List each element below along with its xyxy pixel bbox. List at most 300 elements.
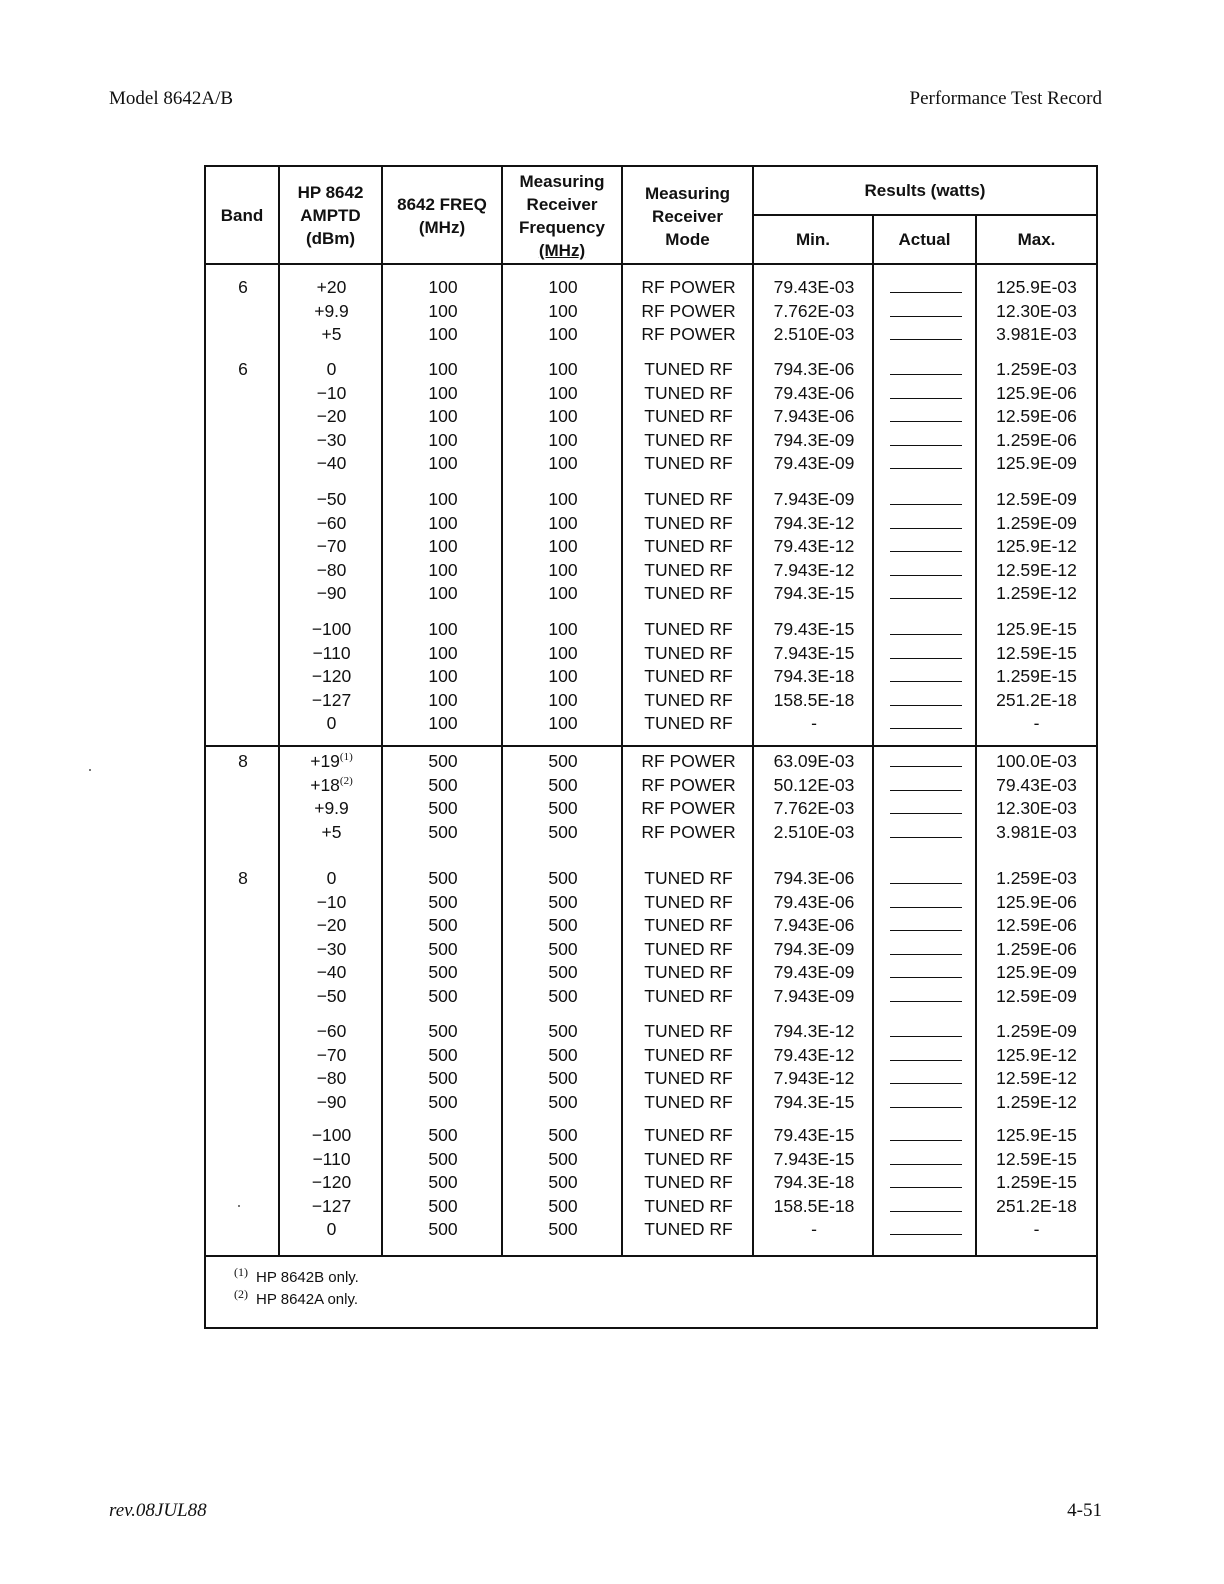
min-cell-text: 79.43E-06 [773, 382, 855, 403]
actual-entry-blank[interactable] [890, 1045, 962, 1061]
min-cell [754, 451, 874, 475]
band-cell-text: 6 [238, 359, 248, 379]
min-cell [754, 984, 874, 1008]
max-cell [977, 1147, 1096, 1171]
actual-cell[interactable] [874, 381, 977, 405]
freq-cell-text: 100 [428, 300, 458, 321]
max-cell-text: 1.259E-06 [996, 938, 1077, 959]
header-model: Model 8642A/B [109, 88, 234, 109]
receiver-frequency-cell-text: 500 [548, 1219, 578, 1240]
receiver-frequency-cell [503, 984, 623, 1008]
receiver-mode-cell [623, 1194, 754, 1218]
freq-cell-text: 500 [428, 986, 458, 1006]
max-cell-text: 1.259E-15 [996, 666, 1077, 687]
amptd-cell-text: −80 [316, 1068, 347, 1089]
receiver-frequency-cell [503, 451, 623, 475]
actual-entry-blank[interactable] [890, 406, 962, 422]
min-cell [754, 275, 874, 299]
max-cell-text: 1.259E-09 [996, 1021, 1077, 1041]
actual-cell[interactable] [874, 451, 977, 475]
min-cell-text: 79.43E-09 [773, 962, 855, 983]
scan-speck [238, 1205, 240, 1207]
footnote-marker: (2) [339, 774, 353, 787]
freq-cell-text: 100 [428, 429, 458, 450]
receiver-mode-cell [623, 913, 754, 937]
band-cell [206, 357, 280, 381]
actual-entry-blank[interactable] [890, 775, 962, 791]
max-cell [977, 404, 1096, 428]
freq-cell [383, 275, 503, 299]
amptd-cell [280, 1090, 383, 1114]
max-cell [977, 357, 1096, 381]
actual-cell[interactable] [874, 1123, 977, 1147]
receiver-mode-cell-text: TUNED RF [644, 406, 733, 427]
min-cell-text: - [811, 713, 817, 734]
actual-entry-blank[interactable] [890, 383, 962, 399]
table-row [206, 1217, 1096, 1241]
max-cell [977, 796, 1096, 820]
actual-entry-blank[interactable] [890, 892, 962, 908]
receiver-frequency-cell [503, 1217, 623, 1241]
receiver-mode-cell [623, 357, 754, 381]
receiver-mode-cell-text: RF POWER [641, 798, 736, 819]
actual-entry-blank[interactable] [890, 560, 962, 576]
min-cell [754, 773, 874, 797]
actual-cell[interactable] [874, 773, 977, 797]
freq-cell-text: 100 [428, 512, 458, 533]
max-cell [977, 1123, 1096, 1147]
amptd-cell [280, 1147, 383, 1171]
amptd-cell [280, 357, 383, 381]
receiver-frequency-cell [503, 299, 623, 323]
receiver-mode-cell-text: TUNED RF [644, 938, 733, 959]
actual-entry-blank[interactable] [890, 868, 962, 884]
receiver-frequency-cell-text: 100 [548, 559, 578, 580]
actual-entry-blank[interactable] [890, 619, 962, 635]
receiver-frequency-cell [503, 357, 623, 381]
freq-cell-text: 500 [428, 1148, 458, 1169]
receiver-mode-cell-text: TUNED RF [644, 891, 733, 912]
receiver-frequency-cell-text: 500 [548, 821, 578, 842]
receiver-mode-cell [623, 984, 754, 1008]
actual-entry-blank[interactable] [890, 1068, 962, 1084]
min-cell-text: 794.3E-18 [773, 1172, 855, 1193]
actual-cell[interactable] [874, 1066, 977, 1090]
receiver-mode-cell [623, 487, 754, 511]
actual-cell[interactable] [874, 711, 977, 735]
receiver-frequency-cell-text: 100 [548, 406, 578, 427]
actual-entry-blank[interactable] [890, 962, 962, 978]
actual-entry-blank[interactable] [890, 1092, 962, 1108]
max-cell-text: 125.9E-03 [996, 277, 1077, 297]
receiver-frequency-cell [503, 275, 623, 299]
receiver-frequency-cell-text: 100 [548, 619, 578, 639]
amptd-cell [280, 984, 383, 1008]
actual-entry-blank[interactable] [890, 301, 962, 317]
amptd-cell-text: −127 [311, 1195, 352, 1216]
receiver-frequency-cell [503, 558, 623, 582]
max-cell-text: 1.259E-03 [996, 868, 1077, 888]
receiver-frequency-cell [503, 1066, 623, 1090]
freq-cell [383, 487, 503, 511]
min-cell-text: 79.43E-06 [773, 891, 855, 912]
actual-cell[interactable] [874, 913, 977, 937]
receiver-mode-cell-text: TUNED RF [644, 536, 733, 557]
max-cell [977, 773, 1096, 797]
amptd-cell [280, 428, 383, 452]
actual-entry-blank[interactable] [890, 1219, 962, 1235]
actual-entry-blank[interactable] [890, 798, 962, 814]
min-cell-text: 7.943E-12 [773, 1068, 855, 1089]
freq-cell [383, 404, 503, 428]
receiver-mode-cell [623, 711, 754, 735]
max-cell-text: - [1033, 1219, 1040, 1240]
actual-cell[interactable] [874, 960, 977, 984]
max-cell [977, 866, 1096, 890]
freq-cell [383, 960, 503, 984]
max-cell-text: 12.59E-09 [996, 489, 1077, 509]
actual-cell[interactable] [874, 322, 977, 346]
table-row [206, 1090, 1096, 1114]
receiver-frequency-cell [503, 796, 623, 820]
freq-cell-text: 100 [428, 489, 458, 509]
receiver-mode-cell-text: RF POWER [641, 774, 736, 795]
min-cell-text: 794.3E-06 [773, 359, 855, 379]
col-header-actual: Actual [898, 230, 951, 249]
band-cell [206, 866, 280, 890]
freq-cell [383, 534, 503, 558]
actual-cell[interactable] [874, 641, 977, 665]
min-cell [754, 299, 874, 323]
actual-entry-blank[interactable] [890, 1021, 962, 1037]
amptd-cell [280, 511, 383, 535]
min-cell [754, 1217, 874, 1241]
freq-cell-text: 500 [428, 1021, 458, 1041]
max-cell-text: 12.30E-03 [996, 798, 1077, 819]
actual-entry-blank[interactable] [890, 430, 962, 446]
min-cell [754, 960, 874, 984]
amptd-cell [280, 299, 383, 323]
freq-cell-text: 100 [428, 689, 458, 710]
min-cell-text: 794.3E-12 [773, 1021, 855, 1041]
min-cell-text: 794.3E-06 [773, 868, 855, 888]
freq-cell-text: 100 [428, 453, 458, 474]
actual-cell[interactable] [874, 890, 977, 914]
receiver-mode-cell [623, 428, 754, 452]
receiver-frequency-cell-text: 500 [548, 1195, 578, 1216]
freq-cell-text: 100 [428, 359, 458, 379]
band-cell [206, 275, 280, 299]
receiver-mode-cell-text: TUNED RF [644, 429, 733, 450]
actual-cell[interactable] [874, 1170, 977, 1194]
actual-cell[interactable] [874, 1217, 977, 1241]
amptd-cell-text: −30 [316, 938, 347, 959]
amptd-cell [280, 866, 383, 890]
receiver-frequency-cell-text: 500 [548, 1068, 578, 1089]
actual-entry-blank[interactable] [890, 751, 962, 767]
amptd-cell-text: −120 [311, 1172, 352, 1193]
min-cell [754, 1194, 874, 1218]
actual-cell[interactable] [874, 511, 977, 535]
table-row [206, 617, 1096, 641]
actual-entry-blank[interactable] [890, 513, 962, 529]
table-row [206, 796, 1096, 820]
min-cell-text: 79.43E-15 [773, 1125, 855, 1145]
receiver-mode-cell-text: TUNED RF [644, 512, 733, 533]
results-divider [752, 214, 1096, 216]
amptd-cell-text: −110 [312, 642, 351, 663]
receiver-mode-cell-text: RF POWER [641, 751, 736, 771]
receiver-frequency-cell-text: 500 [548, 1044, 578, 1065]
receiver-mode-cell [623, 1019, 754, 1043]
max-cell-text: 125.9E-06 [996, 891, 1077, 912]
actual-entry-blank[interactable] [890, 643, 962, 659]
receiver-frequency-cell-text: 100 [548, 324, 578, 345]
min-cell-text: 7.943E-15 [773, 1148, 855, 1169]
receiver-frequency-cell-text: 100 [548, 382, 578, 403]
min-cell-text: 794.3E-15 [773, 1091, 855, 1112]
col-header-receiver-frequency: Measuring Receiver Frequency (MHz) [519, 172, 605, 260]
actual-cell[interactable] [874, 428, 977, 452]
freq-cell [383, 299, 503, 323]
max-cell [977, 534, 1096, 558]
max-cell-text: 12.59E-06 [996, 915, 1077, 936]
actual-cell[interactable] [874, 617, 977, 641]
receiver-mode-cell-text: TUNED RF [644, 1172, 733, 1193]
max-cell-text: 12.59E-12 [996, 559, 1077, 580]
freq-cell-text: 100 [428, 583, 458, 604]
receiver-frequency-cell [503, 664, 623, 688]
min-cell-text: 158.5E-18 [773, 689, 855, 710]
table-row [206, 322, 1096, 346]
actual-cell[interactable] [874, 487, 977, 511]
table-row [206, 558, 1096, 582]
min-cell-text: 7.762E-03 [773, 798, 855, 819]
min-cell-text: 158.5E-18 [773, 1195, 855, 1216]
freq-cell [383, 581, 503, 605]
receiver-frequency-cell-text: 500 [548, 962, 578, 983]
receiver-frequency-cell-text: 500 [548, 774, 578, 795]
actual-entry-blank[interactable] [890, 536, 962, 552]
max-cell-text: 12.30E-03 [996, 300, 1077, 321]
max-cell [977, 558, 1096, 582]
min-cell [754, 1019, 874, 1043]
receiver-mode-cell [623, 1123, 754, 1147]
receiver-frequency-cell-text: 100 [548, 689, 578, 710]
min-cell [754, 664, 874, 688]
actual-entry-blank[interactable] [890, 690, 962, 706]
receiver-frequency-cell-text: 100 [548, 429, 578, 450]
max-cell [977, 322, 1096, 346]
freq-cell [383, 1170, 503, 1194]
actual-entry-blank[interactable] [890, 359, 962, 375]
receiver-mode-cell-text: TUNED RF [644, 619, 733, 639]
amptd-cell [280, 773, 383, 797]
receiver-mode-cell [623, 1217, 754, 1241]
min-cell-text: 50.12E-03 [773, 774, 855, 795]
actual-cell[interactable] [874, 1019, 977, 1043]
table-row [206, 1147, 1096, 1171]
actual-cell[interactable] [874, 1194, 977, 1218]
freq-cell-text: 100 [428, 324, 458, 345]
actual-entry-blank[interactable] [890, 583, 962, 599]
amptd-cell-text: −40 [316, 962, 347, 983]
receiver-mode-cell [623, 960, 754, 984]
table-row [206, 1123, 1096, 1147]
actual-cell[interactable] [874, 581, 977, 605]
amptd-cell [280, 1217, 383, 1241]
amptd-cell-text: +19 [310, 751, 340, 771]
receiver-mode-cell [623, 820, 754, 844]
freq-cell-text: 500 [428, 1091, 458, 1112]
table-row [206, 749, 1096, 773]
freq-cell-text: 500 [428, 1172, 458, 1193]
max-cell-text: 1.259E-12 [996, 583, 1077, 604]
actual-cell[interactable] [874, 984, 977, 1008]
amptd-cell [280, 960, 383, 984]
band-cell [206, 749, 280, 773]
actual-entry-blank[interactable] [890, 277, 962, 293]
freq-cell [383, 322, 503, 346]
actual-entry-blank[interactable] [890, 1149, 962, 1165]
max-cell-text: 125.9E-15 [996, 1125, 1077, 1145]
col-header-receiver-mode: Measuring Receiver Mode [644, 184, 731, 249]
actual-entry-blank[interactable] [890, 939, 962, 955]
freq-cell-text: 500 [428, 938, 458, 959]
amptd-cell [280, 275, 383, 299]
amptd-cell-text: +9.9 [314, 798, 349, 819]
amptd-cell-text: −20 [316, 406, 347, 427]
actual-cell[interactable] [874, 404, 977, 428]
actual-cell[interactable] [874, 866, 977, 890]
actual-cell[interactable] [874, 275, 977, 299]
receiver-mode-cell [623, 534, 754, 558]
amptd-cell-text: −127 [311, 689, 352, 710]
amptd-cell [280, 641, 383, 665]
actual-cell[interactable] [874, 558, 977, 582]
receiver-frequency-cell-text: 500 [548, 751, 578, 771]
receiver-frequency-cell [503, 913, 623, 937]
actual-cell[interactable] [874, 937, 977, 961]
max-cell [977, 820, 1096, 844]
min-cell [754, 937, 874, 961]
footer-page-number: 4-51 [1067, 1500, 1102, 1521]
actual-entry-blank[interactable] [890, 915, 962, 931]
max-cell [977, 275, 1096, 299]
actual-cell[interactable] [874, 749, 977, 773]
receiver-mode-cell [623, 796, 754, 820]
freq-cell-text: 500 [428, 868, 458, 888]
actual-cell[interactable] [874, 688, 977, 712]
col-header-results: Results (watts) [864, 181, 986, 200]
actual-entry-blank[interactable] [890, 1196, 962, 1212]
min-cell [754, 1066, 874, 1090]
actual-cell[interactable] [874, 1090, 977, 1114]
freq-cell [383, 558, 503, 582]
actual-entry-blank[interactable] [890, 986, 962, 1002]
actual-entry-blank[interactable] [890, 489, 962, 505]
actual-cell[interactable] [874, 664, 977, 688]
amptd-cell-text: −60 [316, 1021, 347, 1041]
table-row [206, 451, 1096, 475]
receiver-mode-cell [623, 275, 754, 299]
actual-entry-blank[interactable] [890, 666, 962, 682]
actual-entry-blank[interactable] [890, 453, 962, 469]
amptd-cell [280, 322, 383, 346]
band-divider [206, 745, 1096, 747]
freq-cell [383, 1147, 503, 1171]
actual-cell[interactable] [874, 299, 977, 323]
table-row [206, 1194, 1096, 1218]
amptd-cell-text: 0 [326, 713, 337, 734]
amptd-cell-text: 0 [326, 868, 337, 888]
receiver-frequency-cell [503, 937, 623, 961]
receiver-mode-cell [623, 617, 754, 641]
min-cell-text: 79.43E-12 [773, 1044, 855, 1065]
actual-cell[interactable] [874, 357, 977, 381]
amptd-cell [280, 664, 383, 688]
table-row [206, 1043, 1096, 1067]
receiver-mode-cell [623, 890, 754, 914]
actual-entry-blank[interactable] [890, 1172, 962, 1188]
table-row [206, 1066, 1096, 1090]
actual-cell[interactable] [874, 534, 977, 558]
min-cell-text: 79.43E-15 [773, 619, 855, 639]
actual-entry-blank[interactable] [890, 822, 962, 838]
freq-cell-text: 500 [428, 798, 458, 819]
min-cell-text: 794.3E-18 [773, 666, 855, 687]
receiver-frequency-cell-text: 100 [548, 642, 578, 663]
max-cell [977, 1066, 1096, 1090]
amptd-cell-text: −100 [311, 1125, 352, 1145]
amptd-cell [280, 581, 383, 605]
actual-entry-blank[interactable] [890, 713, 962, 729]
actual-cell[interactable] [874, 1043, 977, 1067]
scan-speck [89, 769, 91, 771]
receiver-frequency-cell-text: 100 [548, 453, 578, 474]
max-cell-text: 125.9E-15 [996, 619, 1077, 639]
amptd-cell [280, 617, 383, 641]
table-row [206, 913, 1096, 937]
freq-cell-text: 500 [428, 891, 458, 912]
receiver-frequency-cell-text: 500 [548, 915, 578, 936]
freq-cell [383, 890, 503, 914]
actual-cell[interactable] [874, 1147, 977, 1171]
actual-entry-blank[interactable] [890, 324, 962, 340]
amptd-cell [280, 1194, 383, 1218]
amptd-cell-text: −40 [316, 453, 347, 474]
receiver-mode-cell-text: TUNED RF [644, 666, 733, 687]
min-cell [754, 796, 874, 820]
min-cell [754, 1043, 874, 1067]
max-cell-text: 12.59E-15 [996, 1148, 1077, 1169]
receiver-frequency-cell [503, 322, 623, 346]
actual-entry-blank[interactable] [890, 1125, 962, 1141]
table-row [206, 381, 1096, 405]
min-cell-text: 79.43E-09 [773, 453, 855, 474]
amptd-cell [280, 534, 383, 558]
amptd-cell-text: −50 [316, 489, 347, 509]
max-cell [977, 913, 1096, 937]
min-cell-text: 7.943E-09 [773, 986, 855, 1006]
receiver-frequency-cell-text: 500 [548, 1021, 578, 1041]
amptd-cell-text: −20 [316, 915, 347, 936]
actual-cell[interactable] [874, 820, 977, 844]
actual-cell[interactable] [874, 796, 977, 820]
min-cell [754, 1123, 874, 1147]
receiver-mode-cell-text: TUNED RF [644, 1125, 733, 1145]
min-cell [754, 711, 874, 735]
